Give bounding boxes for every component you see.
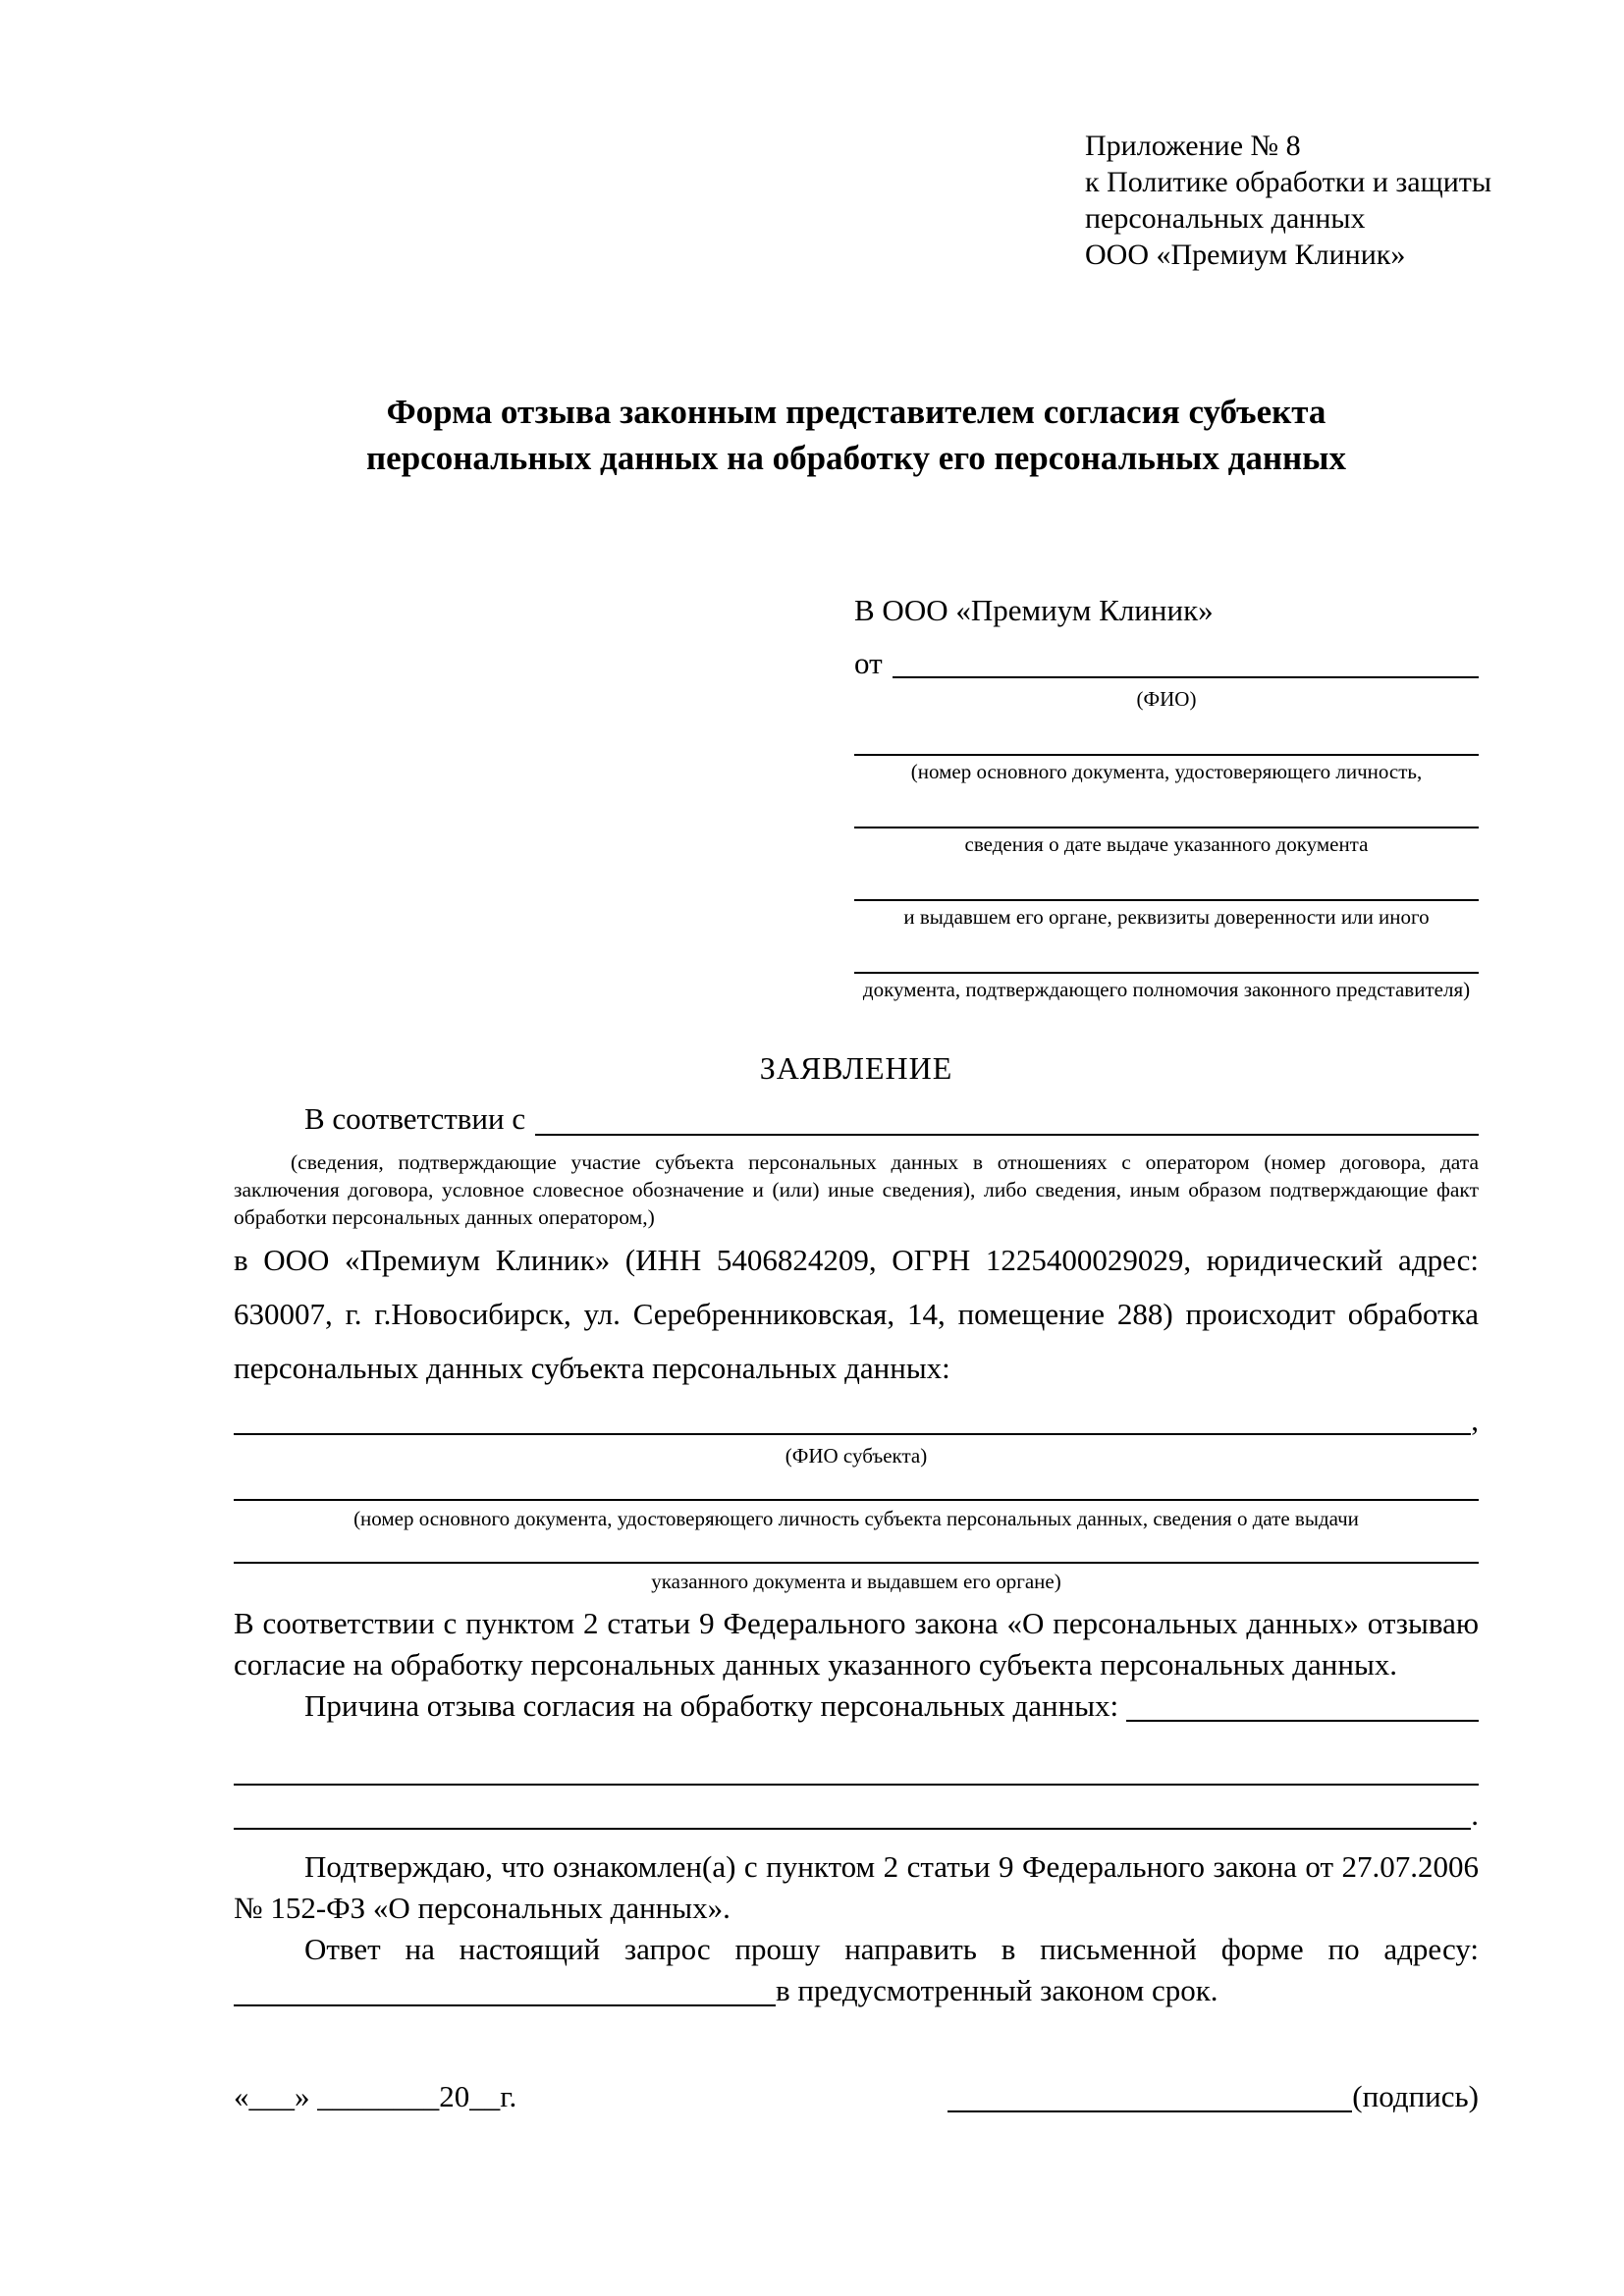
from-label: от xyxy=(854,646,883,680)
appendix-header xyxy=(1085,128,1492,273)
reason-blank-line xyxy=(1126,1719,1479,1722)
withdraw-paragraph: В соответствии с пунктом 2 статьи 9 Федерального закона «О персональных данных» отзываю согласие на обработку персональных данных указанного субъекта персональных данных. xyxy=(234,1606,1479,1682)
reason-full-blank-line-1 xyxy=(234,1784,1479,1786)
reason-label: Причина отзыва согласия на обработку персональных данных: xyxy=(304,1688,1119,1723)
reply-tail-row xyxy=(234,1970,1479,2011)
confirm-paragraph: Подтверждаю, что ознакомлен(а) с пунктом 2 статьи 9 Федерального закона от 27.07.2006 № 152-ФЗ «О персональных данных». xyxy=(234,1849,1479,1925)
appendix-line-4: ООО «Премиум Клиник» xyxy=(1085,239,1406,271)
subject-fio-row xyxy=(234,1401,1479,1440)
signature-blank-line xyxy=(947,2109,1352,2112)
doc-blank-line-4 xyxy=(854,972,1479,974)
accordance-label: В соответствии с xyxy=(304,1101,526,1136)
fio-blank-line xyxy=(893,675,1479,678)
subject-doc-caption-1: (номер основного документа, удостоверяющего личность субъекта персональных данных, сведения о дате выдачи xyxy=(353,1507,1359,1530)
appendix-line-1: Приложение № 8 xyxy=(1085,130,1301,162)
subject-doc-blank-line-1 xyxy=(234,1499,1479,1501)
doc-blank-line-2 xyxy=(854,827,1479,828)
operator-paragraph: в ООО «Премиум Клиник» (ИНН 5406824209, ОГРН 1225400029029, юридический адрес: 630007, г. г.Новосибирск, ул. Серебренниковская, 14, помещение 288) происходит обработка персональных данных субъекта персональных данных: xyxy=(234,1243,1479,1385)
addressee-from-row xyxy=(854,644,1479,683)
date-signature-row xyxy=(234,2076,1479,2117)
date-blank-text: «___» ________20__г. xyxy=(234,2079,517,2113)
statement-heading: ЗАЯВЛЕНИЕ xyxy=(759,1050,953,1086)
signature-group xyxy=(947,2076,1479,2117)
addressee-block xyxy=(854,591,1479,1001)
document-title-line-2: персональных данных на обработку его персональных данных xyxy=(366,439,1346,477)
blank-period: . xyxy=(1471,1797,1479,1832)
doc-blank-caption-3: и выдавшем его органе, реквизиты доверенности или иного xyxy=(903,905,1430,929)
accordance-blank-line xyxy=(535,1133,1479,1136)
doc-blank-caption-2: сведения о дате выдаче указанного документа xyxy=(964,832,1369,856)
reply-address-blank-line xyxy=(234,2003,776,2006)
subject-fio-caption: (ФИО субъекта) xyxy=(785,1444,928,1468)
reason-full-blank-line-2 xyxy=(234,1827,1471,1830)
doc-blank-line-3 xyxy=(854,899,1479,901)
document-title-line-1: Форма отзыва законным представителем согласия субъекта xyxy=(386,393,1326,431)
appendix-line-2: к Политике обработки и защиты xyxy=(1085,166,1492,198)
reply-paragraph: Ответ на настоящий запрос прошу направить в письменной форме по адресу: xyxy=(304,1932,1479,1966)
reply-tail-text: в предусмотренный законом срок. xyxy=(776,1973,1218,2007)
appendix-line-3: персональных данных xyxy=(1085,202,1366,235)
addressee-to: В ООО «Премиум Клиник» xyxy=(854,593,1214,627)
signature-caption: (подпись) xyxy=(1352,2079,1479,2113)
subject-fio-comma: , xyxy=(1471,1403,1479,1437)
accordance-row xyxy=(234,1097,1479,1141)
doc-blank-caption-4: документа, подтверждающего полномочия законного представителя) xyxy=(862,978,1471,1001)
subject-fio-blank-line xyxy=(234,1432,1471,1435)
reason-full-blank-row-2 xyxy=(234,1795,1479,1835)
reason-row xyxy=(234,1685,1479,1727)
accordance-small-note: (сведения, подтверждающие участие субъекта персональных данных в отношениях с оператором (номер договора, дата заключения договора, условное словесное обозначение и (или) иные сведения), либо сведения, иным образом подтверждающие факт обработки персональных данных оператором,) xyxy=(234,1150,1479,1229)
doc-blank-caption-1: (номер основного документа, удостоверяющего личность, xyxy=(910,760,1423,783)
subject-doc-blank-line-2 xyxy=(234,1562,1479,1564)
doc-blank-line-1 xyxy=(854,754,1479,756)
fio-caption: (ФИО) xyxy=(1136,687,1197,711)
document-title xyxy=(234,389,1479,481)
subject-doc-caption-2: указанного документа и выдавшем его органе) xyxy=(651,1570,1061,1593)
